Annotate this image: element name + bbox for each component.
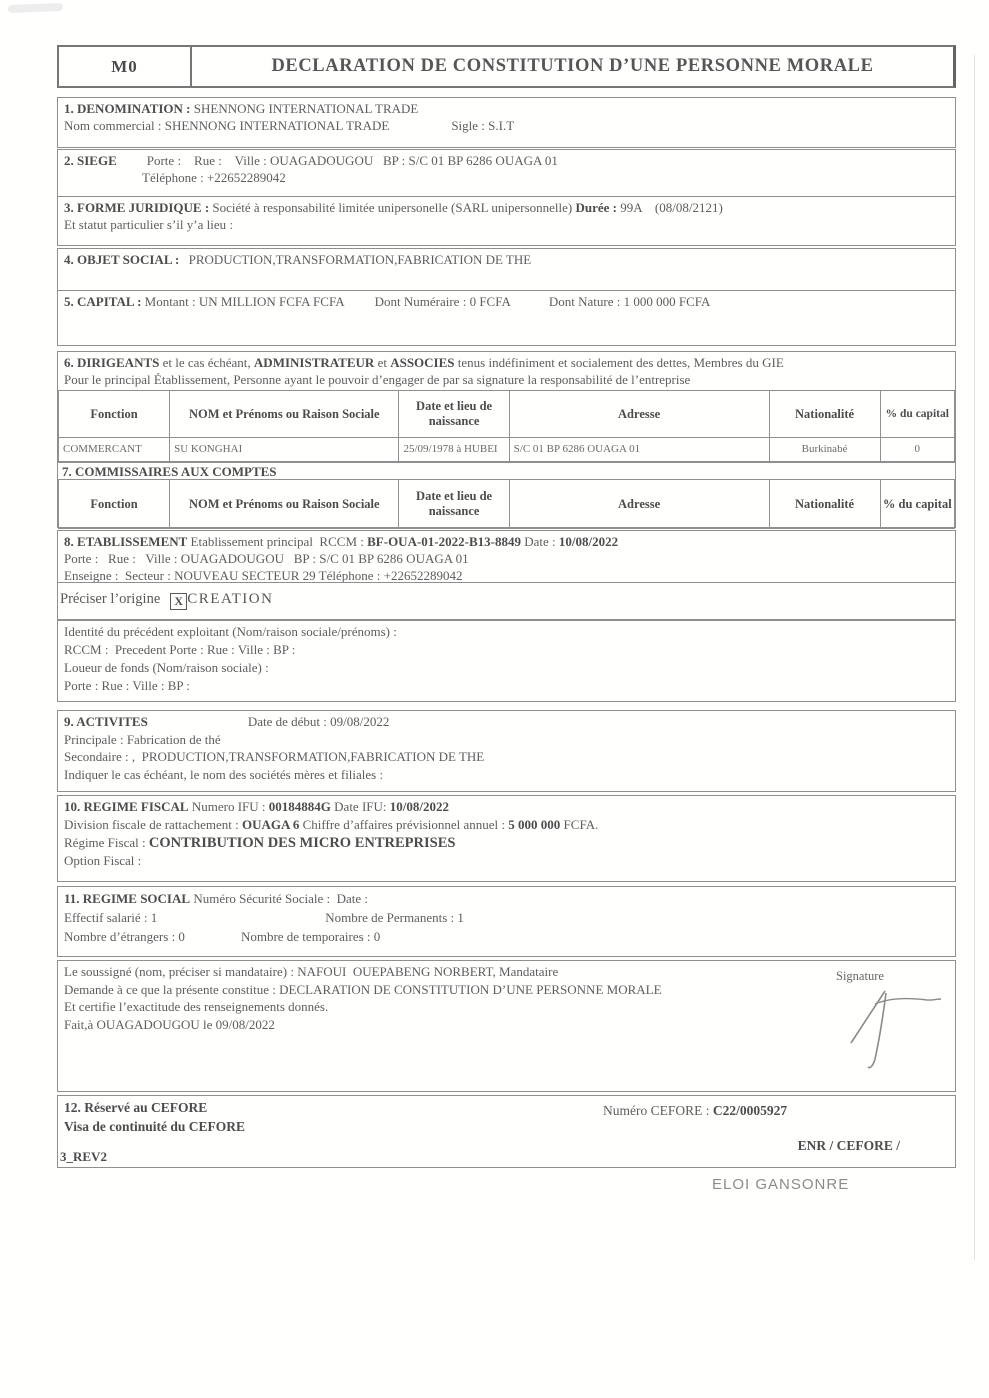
section-precedent-exploitant xyxy=(57,620,956,702)
section-dirigeants xyxy=(57,351,956,462)
rev-code: 3_REV2 xyxy=(60,1149,107,1164)
dirigeant-fonction: COMMERCANT xyxy=(59,438,170,462)
section-declaration xyxy=(57,960,956,1092)
col-header-adresse: Adresse xyxy=(509,480,769,529)
scan-artifact xyxy=(8,3,63,13)
ca-value: 5 000 000 xyxy=(508,817,561,832)
precedent-identite: Identité du précédent exploitant (Nom/raison sociale/prénoms) : xyxy=(64,624,397,639)
col-header-capital: % du capital xyxy=(880,480,954,529)
regime-value: CONTRIBUTION DES MICRO ENTREPRISES xyxy=(148,835,456,851)
col-header-nationalite: Nationalité xyxy=(769,480,880,529)
associes-label: ASSOCIES xyxy=(390,355,455,370)
section-forme-juridique xyxy=(57,196,956,246)
page-edge-shadow xyxy=(974,55,975,1260)
regime-social-label: 11. REGIME SOCIAL xyxy=(64,891,191,906)
precedent-rccm: RCCM : Precedent Porte : Rue : Ville : BP : xyxy=(64,642,296,657)
duree-label: Durée : xyxy=(575,200,617,215)
etablissement-label: 8. ETABLISSEMENT xyxy=(64,534,188,549)
section-objet-social xyxy=(57,248,956,291)
dirigeant-adresse: S/C 01 BP 6286 OUAGA 01 xyxy=(509,438,769,462)
section-regime-fiscal xyxy=(57,795,956,882)
dirigeant-nom: SU KONGHAI xyxy=(170,438,399,462)
nom-commercial: Nom commercial : SHENNONG INTERNATIONAL TRADE xyxy=(64,118,390,133)
section-cefore xyxy=(57,1095,956,1168)
signature-label: Signature xyxy=(836,969,884,983)
col-header-nom: NOM et Prénoms ou Raison Sociale xyxy=(170,480,399,529)
section-siege xyxy=(57,149,956,197)
capital-nature: Dont Nature : 1 000 000 FCFA xyxy=(548,294,711,309)
siege-label: 2. SIEGE xyxy=(64,153,117,168)
ca-suffix: FCFA. xyxy=(563,817,599,832)
capital-label: 5. CAPITAL : xyxy=(64,294,142,309)
form-title: DECLARATION DE CONSTITUTION D’UNE PERSONNE MORALE xyxy=(271,56,874,76)
col-header-fonction: Fonction xyxy=(59,480,170,529)
signature-image xyxy=(823,981,963,1076)
cefore-label: 12. Réservé au CEFORE xyxy=(64,1100,208,1115)
dirigeants-label: 6. DIRIGEANTS xyxy=(64,355,160,370)
origine-value: CREATION xyxy=(187,591,274,607)
sigle: Sigle : S.I.T xyxy=(451,118,515,133)
securite-sociale: Numéro Sécurité Sociale : Date : xyxy=(193,891,369,906)
section-etablissement xyxy=(57,530,956,620)
section-regime-social xyxy=(57,886,956,957)
date-ifu-value: 10/08/2022 xyxy=(389,799,449,814)
section-denomination xyxy=(57,97,956,148)
duree-value: 99A (08/08/2121) xyxy=(620,200,723,215)
commissaires-table xyxy=(58,479,955,529)
etablissement-adresse: Porte : Rue : Ville : OUAGADOUGOU BP : S/C 01 BP 6286 OUAGA 01 xyxy=(64,551,469,566)
dirigeants-intro: et le cas échéant, xyxy=(162,355,251,370)
capital-numeraire: Dont Numéraire : 0 FCFA xyxy=(374,294,511,309)
objet-social-value: PRODUCTION,TRANSFORMATION,FABRICATION DE THE xyxy=(188,252,532,267)
section-activites xyxy=(57,710,956,792)
precedent-adresse: Porte : Rue : Ville : BP : xyxy=(64,678,190,693)
col-header-naissance: Date et lieu de naissance xyxy=(399,480,509,529)
activite-principale: Principale : Fabrication de thé xyxy=(64,731,221,747)
numero-cefore: C22/0005927 xyxy=(712,1103,788,1118)
denomination-label: 1. DENOMINATION : xyxy=(64,101,191,116)
soussigne: Le soussigné (nom, préciser si mandataire) : NAFOUI OUEPABENG NORBERT, Mandataire xyxy=(64,964,559,979)
demande: Demande à ce que la présente constitue : DECLARATION DE CONSTITUTION D’UNE PERSONNE MORALE xyxy=(64,981,662,997)
nombre-permanents: Nombre de Permanents : 1 xyxy=(325,910,464,925)
siege-telephone: Téléphone : +22652289042 xyxy=(142,170,286,185)
origine-band xyxy=(58,582,955,619)
capital-montant: Montant : UN MILLION FCFA FCFA xyxy=(144,294,345,309)
origine-label: Préciser l’origine xyxy=(60,591,161,607)
dirigeants-intro-et: et xyxy=(377,355,387,370)
statut-particulier: Et statut particulier s’il y’a lieu : xyxy=(64,217,233,232)
loueur-fonds: Loueur de fonds (Nom/raison sociale) : xyxy=(64,660,269,675)
commissaires-label: 7. COMMISSAIRES AUX COMPTES xyxy=(62,464,277,479)
ca-label: Chiffre d’affaires prévisionnel annuel : xyxy=(302,817,506,832)
activite-secondaire: Secondaire : , PRODUCTION,TRANSFORMATION,FABRICATION DE THE xyxy=(64,749,485,764)
regime-label: Régime Fiscal : xyxy=(64,835,146,850)
col-header-adresse: Adresse xyxy=(509,391,769,438)
date-ifu-label: Date IFU: xyxy=(334,799,387,814)
denomination-value: SHENNONG INTERNATIONAL TRADE xyxy=(193,101,419,116)
administrateur-label: ADMINISTRATEUR xyxy=(253,355,375,370)
division-label: Division fiscale de rattachement : xyxy=(64,817,239,832)
etablissement-rccm: BF-OUA-01-2022-B13-8849 xyxy=(367,534,521,549)
form-code: M0 xyxy=(59,47,192,86)
option-fiscal: Option Fiscal : xyxy=(64,853,142,868)
enr-cefore: ENR / CEFORE / xyxy=(797,1138,900,1153)
etablissement-rccm-label: Etablissement principal RCCM : xyxy=(190,534,364,549)
dirigeant-capital: 0 xyxy=(880,438,954,462)
col-header-nom: NOM et Prénoms ou Raison Sociale xyxy=(170,391,399,438)
agent-name: ELOI GANSONRE xyxy=(712,1176,850,1193)
date-debut: Date de début : 09/08/2022 xyxy=(247,714,390,729)
col-header-nationalite: Nationalité xyxy=(769,391,880,438)
fait-a: Fait,à OUAGADOUGOU le 09/08/2022 xyxy=(64,1016,275,1032)
col-header-fonction: Fonction xyxy=(59,391,170,438)
nombre-etrangers: Nombre d’étrangers : 0 xyxy=(64,929,185,944)
ifu-label: Numero IFU : xyxy=(191,799,266,814)
siege-address: Porte : Rue : Ville : OUAGADOUGOU BP : S/C 01 BP 6286 OUAGA 01 xyxy=(146,153,558,168)
objet-social-label: 4. OBJET SOCIAL : xyxy=(64,252,180,267)
nombre-temporaires: Nombre de temporaires : 0 xyxy=(240,929,381,944)
section-capital xyxy=(57,290,956,346)
dirigeants-intro-2: Pour le principal Établissement, Personne ayant le pouvoir d’engager de par sa signature la responsabilité de l’entreprise xyxy=(64,372,691,387)
dirigeant-row xyxy=(59,438,955,462)
col-header-naissance: Date et lieu de naissance xyxy=(399,391,509,438)
dirigeant-nationalite: Burkinabé xyxy=(769,438,880,462)
col-header-capital: % du capital xyxy=(880,391,954,438)
form-header xyxy=(57,45,956,88)
certifie: Et certifie l’exactitude des renseignements donnés. xyxy=(64,999,329,1014)
etablissement-enseigne: Enseigne : Secteur : NOUVEAU SECTEUR 29 Téléphone : +22652289042 xyxy=(64,568,463,583)
regime-fiscal-label: 10. REGIME FISCAL xyxy=(64,799,189,814)
division-value: OUAGA 6 xyxy=(241,817,300,832)
dirigeants-intro-suite: tenus indéfiniment et socialement des dettes, Membres du GIE xyxy=(457,355,784,370)
ifu-value: 00184884G xyxy=(268,799,331,814)
etablissement-date: 10/08/2022 xyxy=(558,534,619,549)
effectif-salarie: Effectif salarié : 1 xyxy=(64,910,158,925)
cefore-visa: Visa de continuité du CEFORE xyxy=(64,1119,246,1134)
numero-cefore-label: Numéro CEFORE : xyxy=(603,1103,710,1118)
dirigeant-naissance: 25/09/1978 à HUBEI xyxy=(399,438,509,462)
etablissement-date-label: Date : xyxy=(524,534,556,549)
section-commissaires xyxy=(57,462,956,528)
origine-checkbox: X xyxy=(170,593,187,610)
forme-juridique-value: Société à responsabilité limitée unipersonelle (SARL unipersonnelle) xyxy=(212,200,573,215)
societes-meres: Indiquer le cas échéant, le nom des sociétés mères et filiales : xyxy=(64,766,384,782)
activites-label: 9. ACTIVITES xyxy=(64,714,148,729)
forme-juridique-label: 3. FORME JURIDIQUE : xyxy=(64,200,210,215)
dirigeants-table xyxy=(58,390,955,462)
